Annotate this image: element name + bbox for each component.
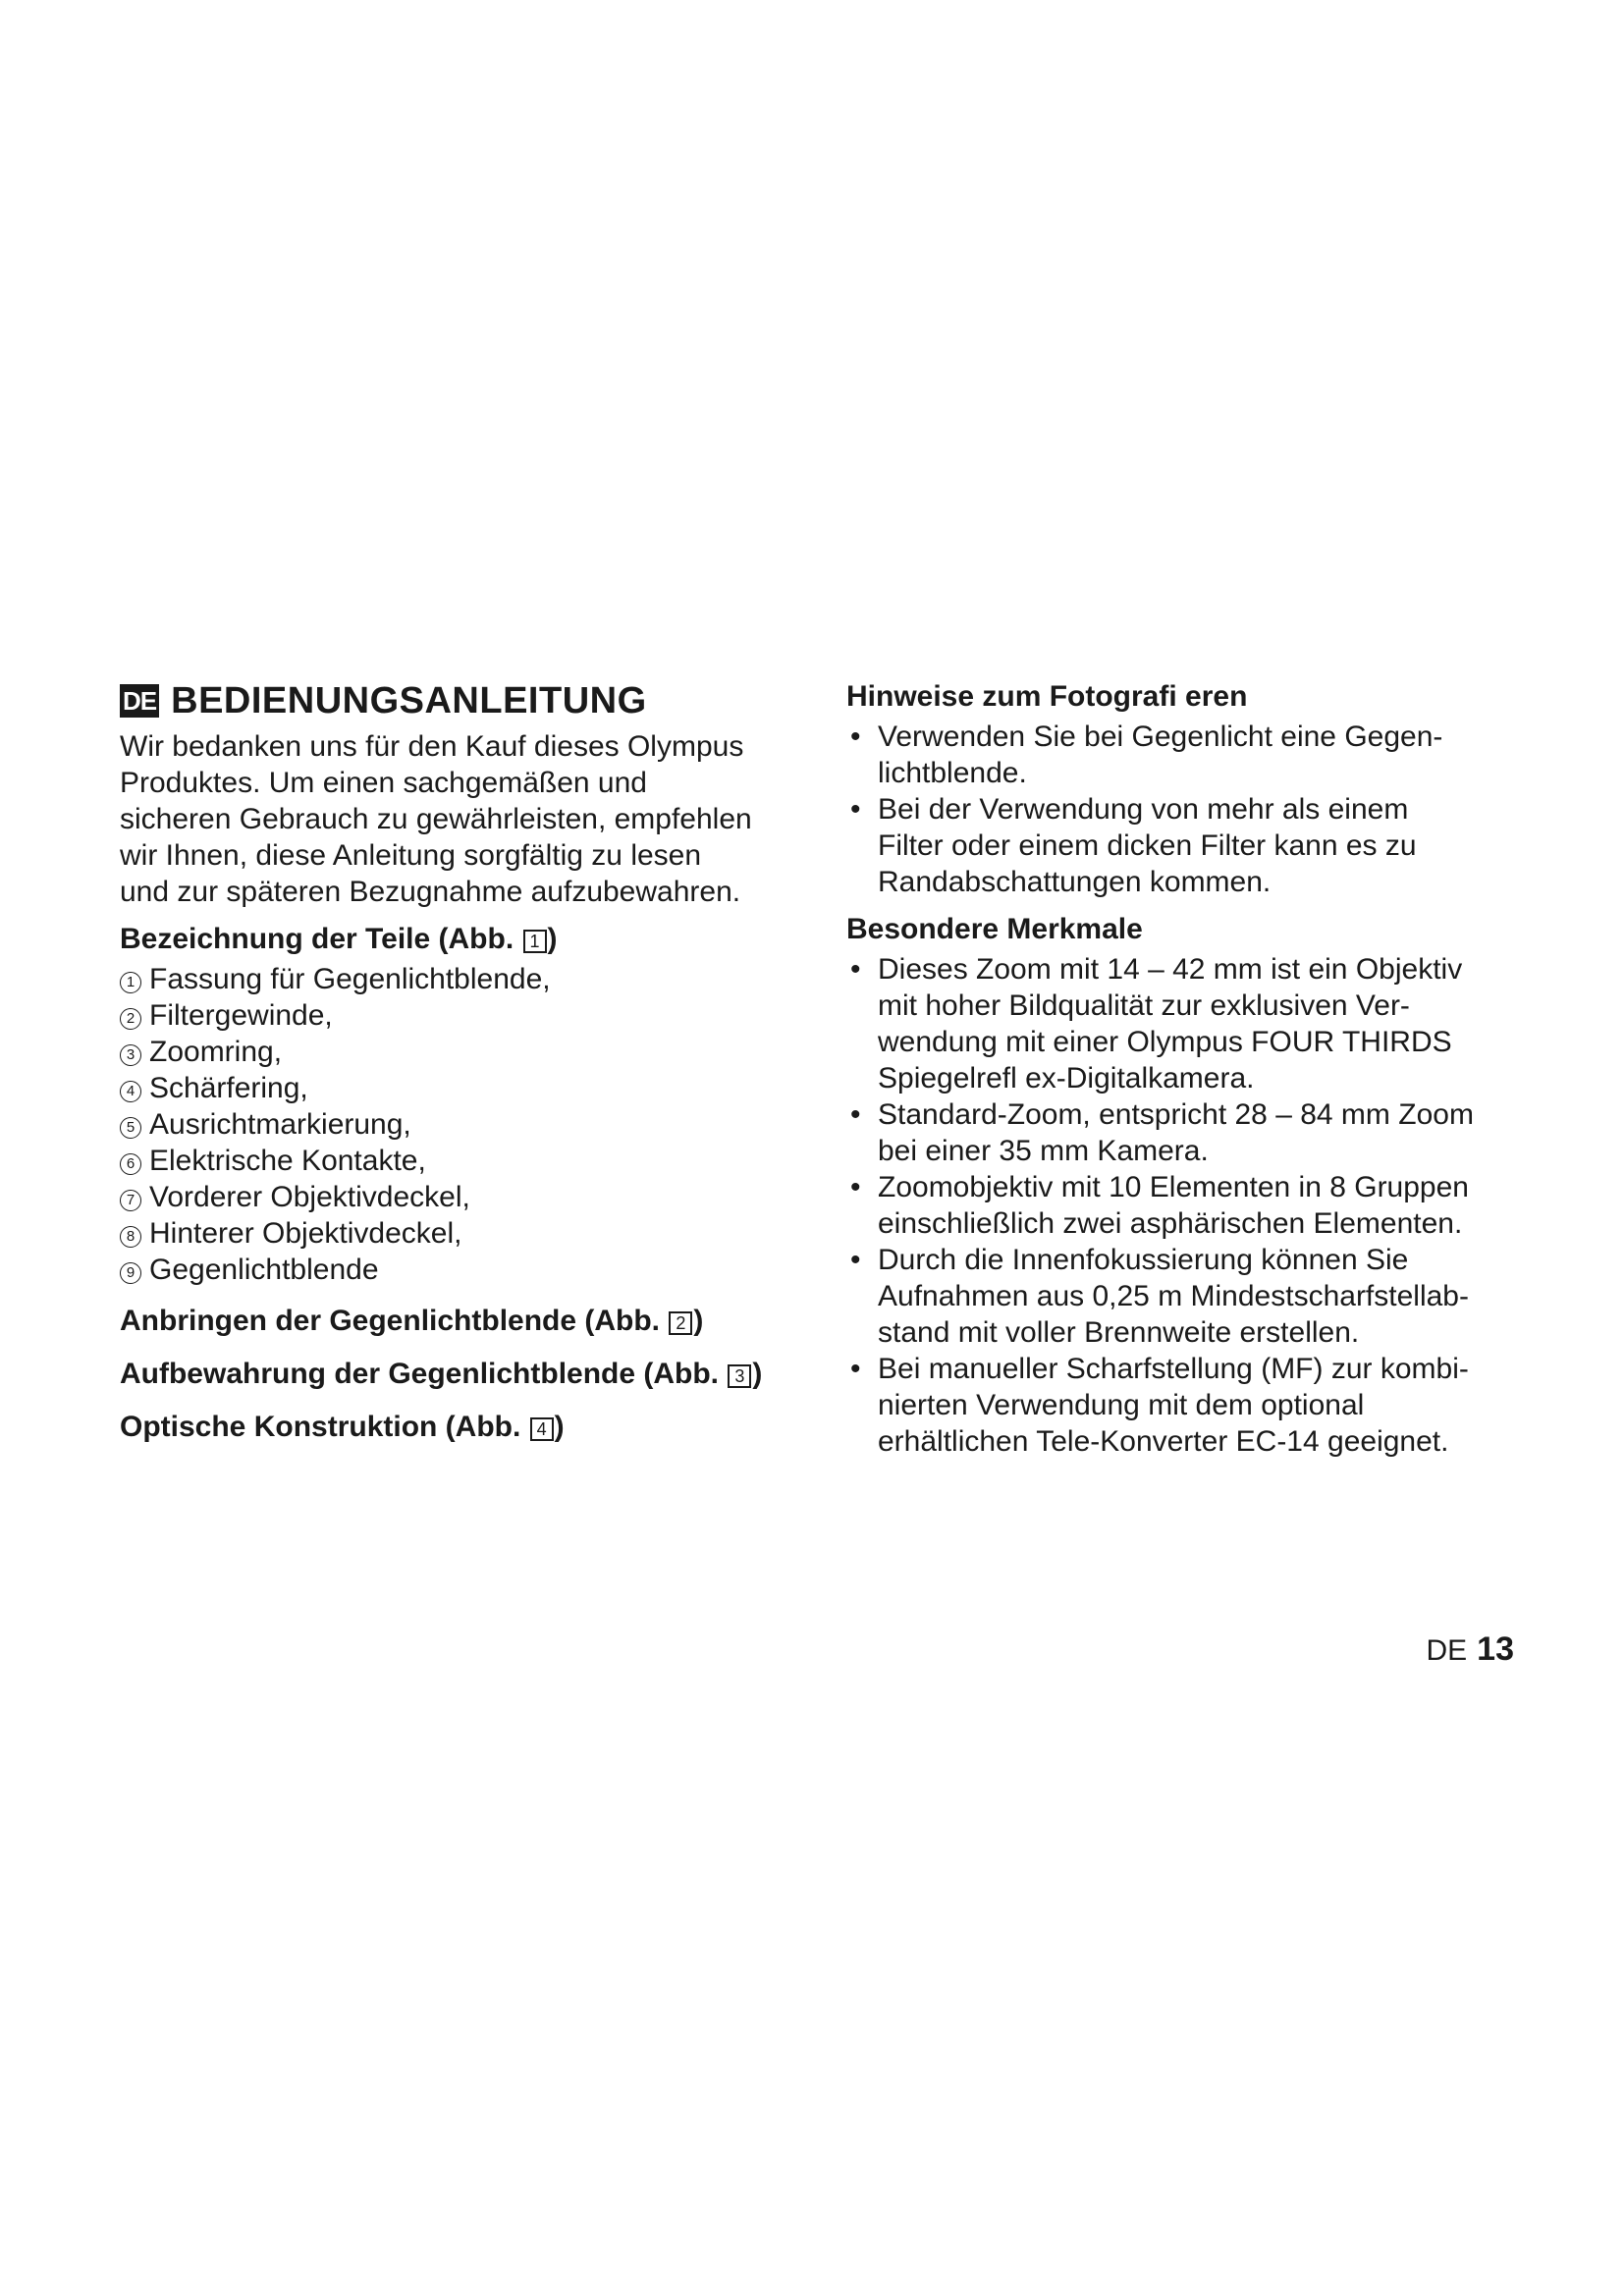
bullet-line: mit hoher Bildqualität zur exklusiven Ver- — [878, 989, 1410, 1022]
attach-heading — [120, 1302, 807, 1341]
bullet-line: Standard-Zoom, entspricht 28 – 84 mm Zoom — [878, 1098, 1474, 1131]
list-item — [120, 1034, 807, 1070]
list-item — [846, 1169, 1534, 1242]
part-label: Vorderer Objektivdeckel, — [149, 1181, 470, 1213]
circled-number: 8 — [120, 1226, 141, 1248]
bullet-line: erhältlichen Tele-Konverter EC-14 geeignet. — [878, 1425, 1449, 1458]
list-item — [846, 719, 1534, 791]
bullet-dot: • — [850, 1171, 861, 1203]
language-badge: DE — [120, 684, 159, 718]
page-title — [120, 677, 807, 724]
bullet-line: Filter oder einem dicken Filter kann es zu — [878, 829, 1417, 862]
part-label: Filtergewinde, — [149, 999, 333, 1032]
left-column — [120, 677, 807, 1449]
list-item — [120, 1106, 807, 1143]
list-item — [120, 1070, 807, 1106]
bullet-line: nierten Verwendung mit dem optional — [878, 1389, 1365, 1421]
storage-heading-text: Aufbewahrung der Gegenlichtblende (Abb. — [120, 1358, 720, 1390]
features-heading: Besondere Merkmale — [846, 913, 1143, 945]
circled-number: 3 — [120, 1044, 141, 1066]
bullet-line: einschließlich zwei asphärischen Elementen. — [878, 1207, 1463, 1240]
list-item — [846, 791, 1534, 900]
part-label: Zoomring, — [149, 1036, 283, 1068]
optics-heading — [120, 1408, 807, 1447]
circled-number: 1 — [120, 972, 141, 993]
list-item — [120, 997, 807, 1034]
parts-list — [120, 961, 807, 1288]
part-label: Ausrichtmarkierung, — [149, 1108, 411, 1141]
close-paren: ) — [752, 1358, 763, 1390]
bullet-dot: • — [850, 1244, 861, 1276]
bullet-line: Aufnahmen aus 0,25 m Mindestscharfstellab- — [878, 1280, 1469, 1312]
bullet-line: Randabschattungen kommen. — [878, 866, 1272, 898]
parts-heading-text: Bezeichnung der Teile (Abb. — [120, 923, 514, 955]
list-item — [120, 961, 807, 997]
bullet-line: Zoomobjektiv mit 10 Elementen in 8 Gruppen — [878, 1171, 1469, 1203]
bullet-dot: • — [850, 1353, 861, 1385]
intro-line: Wir bedanken uns für den Kauf dieses Olympus — [120, 730, 744, 763]
hints-list — [846, 719, 1534, 900]
right-column — [846, 677, 1534, 1460]
bullet-dot: • — [850, 721, 861, 753]
close-paren: ) — [547, 923, 558, 955]
circled-number: 7 — [120, 1190, 141, 1211]
page-number — [1426, 1629, 1514, 1671]
bullet-dot: • — [850, 953, 861, 986]
circled-number: 4 — [120, 1081, 141, 1102]
intro-line: Produktes. Um einen sachgemäßen und — [120, 767, 647, 799]
features-list — [846, 951, 1534, 1460]
list-item — [846, 1242, 1534, 1351]
list-item — [120, 1252, 807, 1288]
bullet-line: stand mit voller Brennweite erstellen. — [878, 1316, 1360, 1349]
bullet-line: lichtblende. — [878, 757, 1027, 789]
hints-heading: Hinweise zum Fotografi eren — [846, 680, 1248, 713]
attach-heading-text: Anbringen der Gegenlichtblende (Abb. — [120, 1305, 661, 1337]
intro-line: und zur späteren Bezugnahme aufzubewahren. — [120, 876, 741, 908]
bullet-dot: • — [850, 1098, 861, 1131]
close-paren: ) — [693, 1305, 704, 1337]
page-num-value: 13 — [1477, 1630, 1514, 1668]
list-item — [120, 1215, 807, 1252]
bullet-line: bei einer 35 mm Kamera. — [878, 1135, 1209, 1167]
part-label: Schärfering, — [149, 1072, 308, 1104]
part-label: Fassung für Gegenlichtblende, — [149, 963, 551, 995]
intro-line: wir Ihnen, diese Anleitung sorgfältig zu lesen — [120, 839, 702, 872]
part-label: Hinterer Objektivdeckel, — [149, 1217, 462, 1250]
bullet-line: Durch die Innenfokussierung können Sie — [878, 1244, 1409, 1276]
optics-heading-text: Optische Konstruktion (Abb. — [120, 1411, 521, 1443]
part-label: Gegenlichtblende — [149, 1254, 379, 1286]
circled-number: 6 — [120, 1153, 141, 1175]
bullet-line: wendung mit einer Olympus FOUR THIRDS — [878, 1026, 1452, 1058]
intro-line: sicheren Gebrauch zu gewährleisten, empfehlen — [120, 803, 752, 835]
circled-number: 2 — [120, 1008, 141, 1030]
bullet-line: Verwenden Sie bei Gegenlicht eine Gegen- — [878, 721, 1443, 753]
list-item — [120, 1143, 807, 1179]
figure-ref-1: 1 — [523, 930, 547, 953]
storage-heading — [120, 1355, 807, 1394]
parts-heading — [120, 920, 807, 959]
bullet-line: Bei manueller Scharfstellung (MF) zur kombi- — [878, 1353, 1469, 1385]
list-item — [846, 1351, 1534, 1460]
figure-ref-2: 2 — [669, 1311, 692, 1335]
list-item — [846, 951, 1534, 1096]
page-lang: DE — [1426, 1634, 1468, 1667]
figure-ref-4: 4 — [530, 1417, 554, 1441]
bullet-line: Spiegelrefl ex-Digitalkamera. — [878, 1062, 1255, 1095]
circled-number: 5 — [120, 1117, 141, 1139]
bullet-dot: • — [850, 793, 861, 826]
figure-ref-3: 3 — [728, 1364, 751, 1388]
bullet-line: Bei der Verwendung von mehr als einem — [878, 793, 1409, 826]
intro-paragraph — [120, 728, 807, 910]
list-item — [846, 1096, 1534, 1169]
list-item — [120, 1179, 807, 1215]
close-paren: ) — [554, 1411, 565, 1443]
part-label: Elektrische Kontakte, — [149, 1145, 426, 1177]
circled-number: 9 — [120, 1262, 141, 1284]
title-text: BEDIENUNGSANLEITUNG — [171, 680, 647, 721]
bullet-line: Dieses Zoom mit 14 – 42 mm ist ein Objektiv — [878, 953, 1463, 986]
